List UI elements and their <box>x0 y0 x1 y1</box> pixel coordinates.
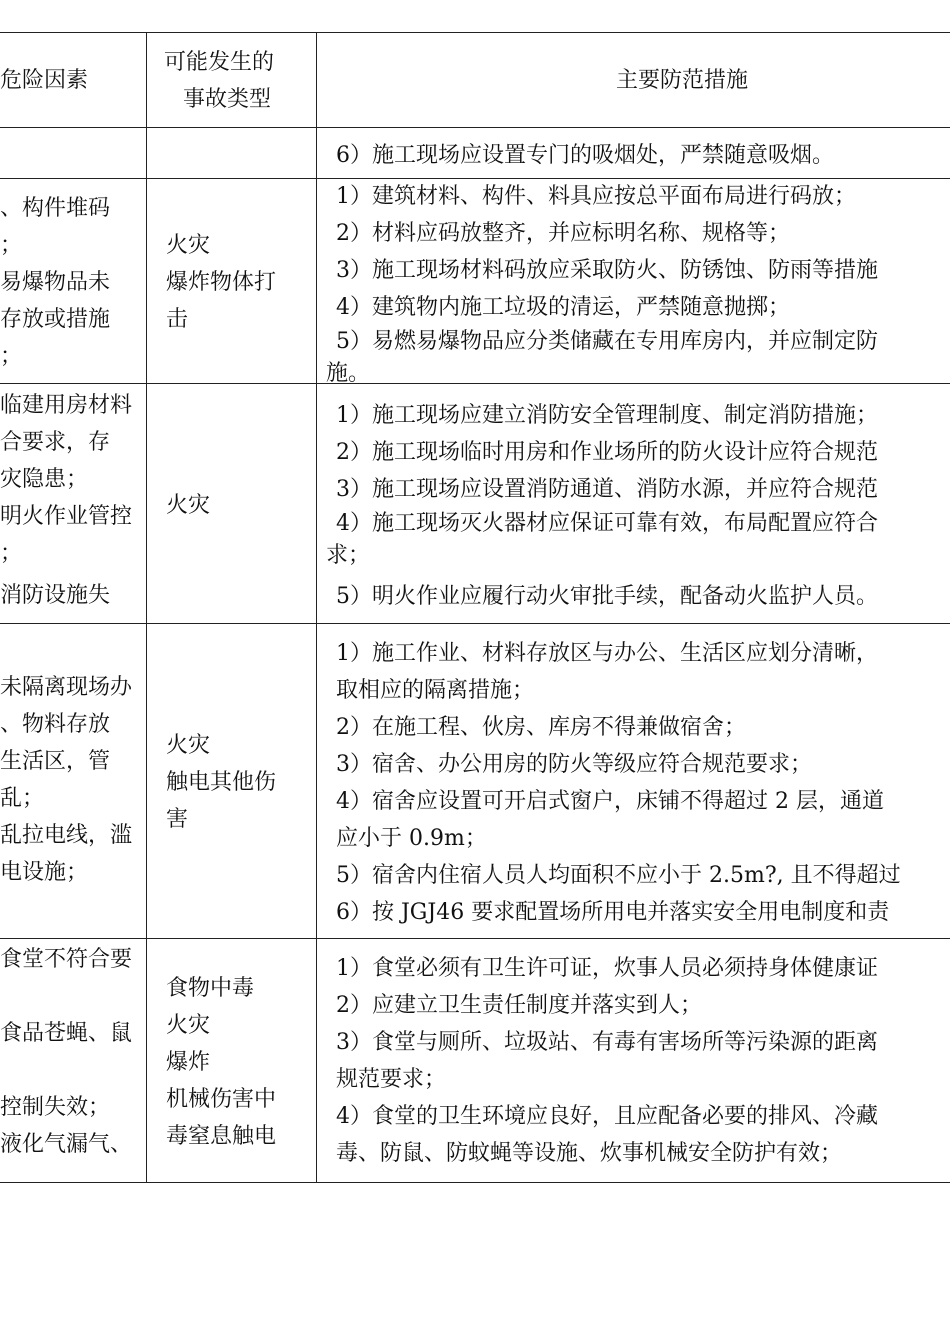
measure-line: 6）按 JGJ46 要求配置场所用电并落实安全用电制度和责 <box>336 900 890 925</box>
measure-line: 应小于 0.9m； <box>336 826 487 851</box>
accident-line: 爆炸 <box>166 1050 211 1075</box>
measure-line: 3）施工现场应设置消防通道、消防水源，并应符合规范 <box>336 477 878 502</box>
measure-line: 求； <box>326 543 371 568</box>
row-divider <box>0 938 950 939</box>
measures-cell <box>336 137 950 174</box>
table-border-top <box>0 32 950 33</box>
hazard-factor-cell <box>0 190 146 375</box>
factor-line: ； <box>0 541 23 566</box>
measure-line: 1）施工现场应建立消防安全管理制度、制定消防措施； <box>336 403 878 428</box>
accident-line: 毒窒息触电 <box>166 1124 277 1149</box>
header-main-measures: 主要防范措施 <box>616 68 749 93</box>
factor-line: 乱拉电线，滥 <box>0 823 133 848</box>
accident-type-cell <box>166 727 314 838</box>
hazard-factor-cell <box>0 941 146 1163</box>
measure-line: 3）宿舍、办公用房的防火等级应符合规范要求； <box>336 752 812 777</box>
accident-type-cell <box>166 487 314 524</box>
accident-line: 触电其他伤 <box>166 770 277 795</box>
table-border-bottom <box>0 1182 950 1183</box>
factor-line: 、构件堆码 <box>0 196 111 221</box>
measure-line: 取相应的隔离措施； <box>336 678 535 703</box>
accident-line: 火灾 <box>166 733 211 758</box>
factor-line: ； <box>0 344 23 369</box>
measure-line: 施。 <box>326 361 371 386</box>
header-divider <box>0 127 950 128</box>
column-divider <box>316 33 317 1183</box>
factor-line: 临建用房材料 <box>0 393 133 418</box>
row-divider <box>0 623 950 624</box>
factor-line: 食堂不符合要 <box>0 947 133 972</box>
hazard-factor-cell <box>0 669 146 891</box>
factor-line: 生活区，管 <box>0 749 111 774</box>
measure-line: 2）施工现场临时用房和作业场所的防火设计应符合规范 <box>336 440 878 465</box>
measures-cell <box>326 178 950 390</box>
factor-line: 灾隐患； <box>0 467 89 492</box>
measure-line: 3）施工现场材料码放应采取防火、防锈蚀、防雨等措施 <box>336 258 878 283</box>
hazard-factor-cell <box>0 387 146 614</box>
measure-line: 2）在施工程、伙房、库房不得兼做宿舍； <box>336 715 746 740</box>
header-hazard-factors: 危险因素 <box>0 68 89 93</box>
column-divider <box>146 33 147 1183</box>
accident-line: 害 <box>166 807 189 832</box>
measure-line: 1）建筑材料、构件、料具应按总平面布局进行码放； <box>336 184 856 209</box>
factor-line: 控制失效； <box>0 1095 111 1120</box>
factor-line: 明火作业管控 <box>0 504 133 529</box>
header-accident-type-line1: 可能发生的 <box>164 50 275 75</box>
factor-line: 未隔离现场办 <box>0 675 133 700</box>
measure-line: 5）易燃易爆物品应分类储藏在专用库房内，并应制定防 <box>336 329 878 354</box>
measure-line: 2）应建立卫生责任制度并落实到人； <box>336 993 702 1018</box>
factor-line: 液化气漏气、 <box>0 1132 133 1157</box>
accident-line: 火灾 <box>166 1013 211 1038</box>
measure-line: 4）食堂的卫生环境应良好，且应配备必要的排风、冷藏 <box>336 1104 878 1129</box>
measure-line: 4）建筑物内施工垃圾的清运，严禁随意抛掷； <box>336 295 790 320</box>
factor-line: ； <box>0 233 23 258</box>
measure-line: 1）食堂必须有卫生许可证，炊事人员必须持身体健康证 <box>336 956 878 981</box>
header-accident-type-line2: 事故类型 <box>183 87 272 112</box>
accident-line: 火灾 <box>166 493 211 518</box>
measure-line: 1）施工作业、材料存放区与办公、生活区应划分清晰， <box>336 641 878 666</box>
measure-line: 5）明火作业应履行动火审批手续，配备动火监护人员。 <box>336 584 878 609</box>
accident-line: 食物中毒 <box>166 976 255 1001</box>
measures-cell <box>336 635 950 931</box>
factor-line: 合要求，存 <box>0 430 111 455</box>
factor-line: 食品苍蝇、鼠 <box>0 1021 133 1046</box>
factor-line: 存放或措施 <box>0 307 111 332</box>
measures-cell <box>336 950 950 1172</box>
measure-line: 毒、防鼠、防蚊蝇等设施、炊事机械安全防护有效； <box>336 1141 843 1166</box>
measure-line: 6）施工现场应设置专门的吸烟处，严禁随意吸烟。 <box>336 143 834 168</box>
measure-line: 5）宿舍内住宿人员人均面积不应小于 2.5m?, 且不得超过 <box>336 863 901 888</box>
accident-line: 击 <box>166 307 189 332</box>
factor-line: 、物料存放 <box>0 712 111 737</box>
measures-cell <box>326 397 950 615</box>
accident-line: 爆炸物体打 <box>166 270 277 295</box>
accident-type-cell <box>166 970 314 1155</box>
factor-line: 电设施； <box>0 860 89 885</box>
factor-line: 易爆物品未 <box>0 270 111 295</box>
accident-line: 火灾 <box>166 233 211 258</box>
measure-line: 3）食堂与厕所、垃圾站、有毒有害场所等污染源的距离 <box>336 1030 878 1055</box>
accident-line: 机械伤害中 <box>166 1087 277 1112</box>
measure-line: 2）材料应码放整齐，并应标明名称、规格等； <box>336 221 790 246</box>
measure-line: 4）施工现场灭火器材应保证可靠有效，布局配置应符合 <box>336 511 878 536</box>
factor-line <box>0 1052 146 1089</box>
factor-line <box>0 978 146 1015</box>
accident-type-cell <box>166 227 314 338</box>
factor-line: 消防设施失 <box>0 583 111 608</box>
factor-line: 乱； <box>0 786 45 811</box>
measure-line: 4）宿舍应设置可开启式窗户，床铺不得超过 2 层，通道 <box>336 789 884 814</box>
measure-line: 规范要求； <box>336 1067 447 1092</box>
